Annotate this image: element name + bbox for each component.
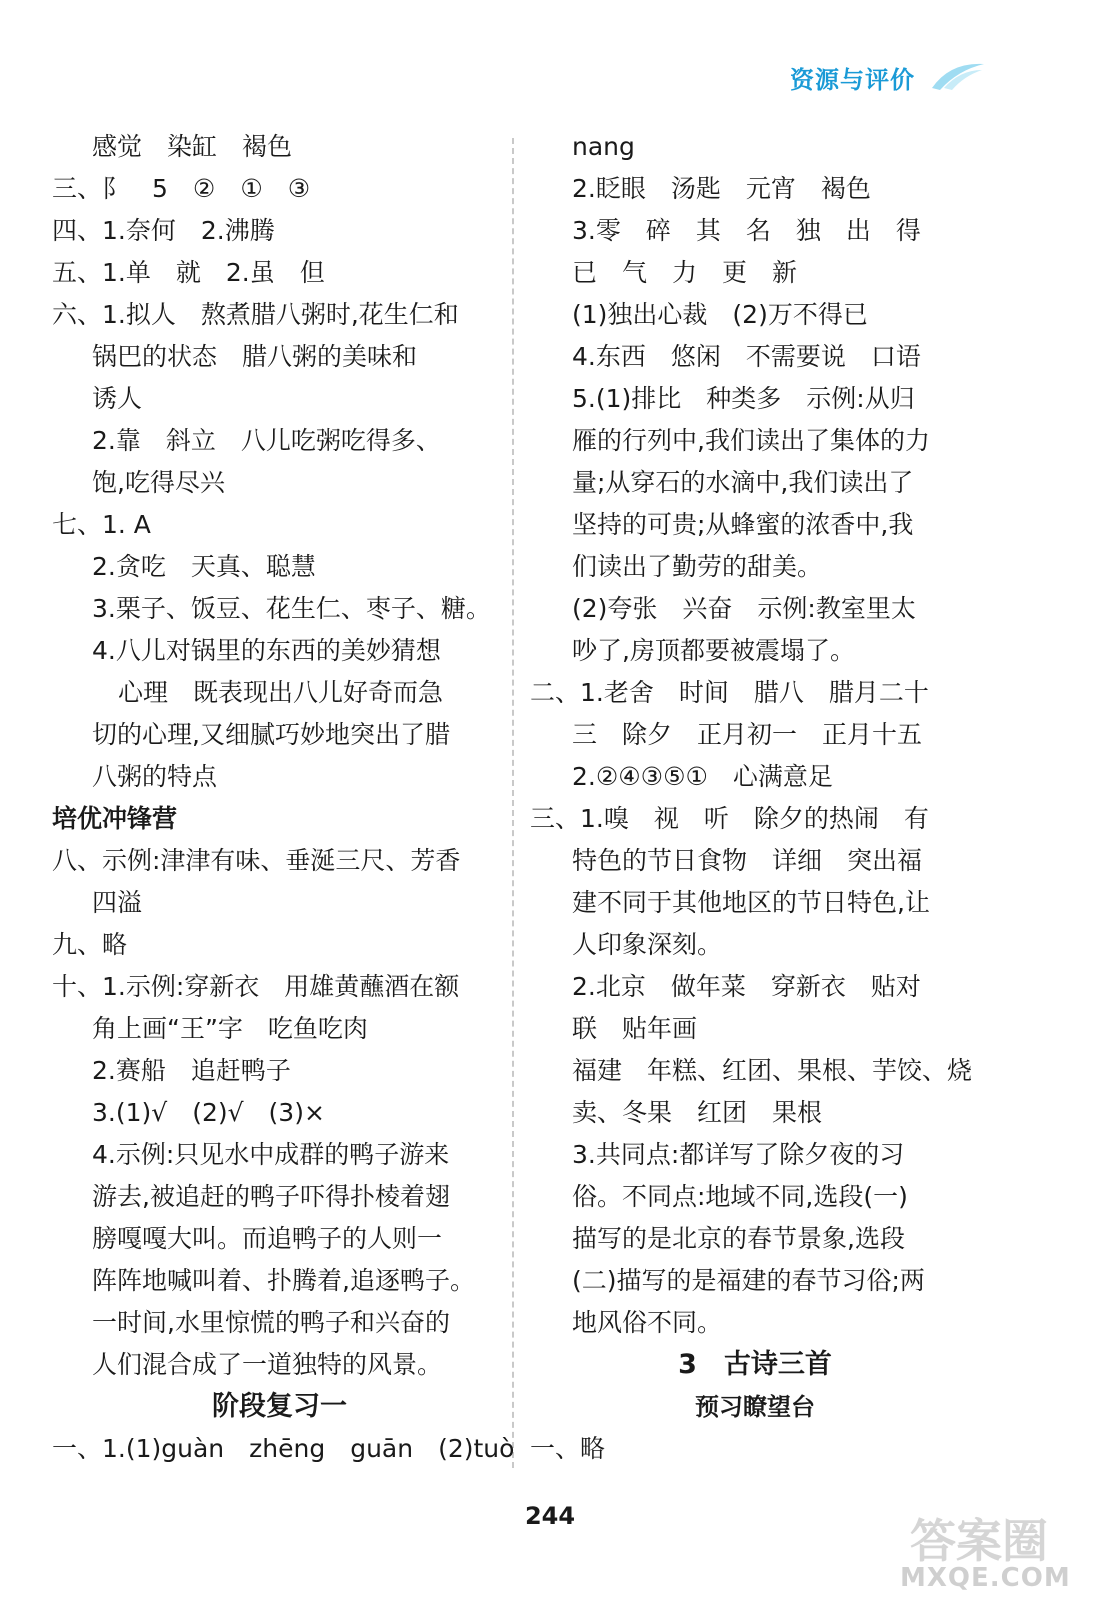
answer-line: 二、1.老舍 时间 腊八 腊月二十 — [530, 678, 929, 707]
answer-line: 2.眨眼 汤匙 元宵 褐色 — [572, 174, 871, 203]
answer-line: 七、1. A — [52, 510, 151, 539]
answer-line: 联 贴年画 — [572, 1014, 698, 1043]
answer-line: 阶段复习一 — [212, 1391, 347, 1422]
answer-line: 人们混合成了一道独特的风景。 — [92, 1350, 443, 1379]
watermark — [900, 1505, 1090, 1595]
answer-line: 雁的行列中,我们读出了集体的力 — [572, 426, 930, 455]
brand-header — [790, 58, 990, 98]
answer-line: 培优冲锋营 — [52, 804, 178, 833]
answer-line: 建不同于其他地区的节日特色,让 — [572, 888, 930, 917]
answer-line: 十、1.示例:穿新衣 用雄黄蘸酒在额 — [52, 972, 460, 1001]
answer-line: 锅巴的状态 腊八粥的美味和 — [92, 342, 418, 371]
answer-line: 四、1.奈何 2.沸腾 — [52, 216, 275, 245]
answer-line: 一、略 — [530, 1434, 606, 1463]
watermark-logo: 答案圈 — [910, 1514, 1048, 1568]
answer-line: 3.共同点:都详写了除夕夜的习 — [572, 1140, 905, 1169]
answer-line: 描写的是北京的春节景象,选段 — [572, 1224, 905, 1253]
answer-line: 切的心理,又细腻巧妙地突出了腊 — [92, 720, 450, 749]
answer-line: 饱,吃得尽兴 — [92, 468, 225, 497]
answer-line: 一时间,水里惊慌的鸭子和兴奋的 — [92, 1308, 450, 1337]
answer-line: 九、略 — [52, 930, 128, 959]
left-column — [52, 126, 515, 1470]
answer-line: 卖、冬果 红团 果根 — [572, 1098, 823, 1127]
answer-line: 2.贪吃 天真、聪慧 — [92, 552, 316, 581]
answer-line: 阵阵地喊叫着、扑腾着,追逐鸭子。 — [92, 1266, 475, 1295]
answer-line: 八、示例:津津有味、垂涎三尺、芳香 — [52, 846, 461, 875]
answer-line: 感觉 染缸 褐色 — [92, 132, 293, 161]
answer-line: 4.八儿对锅里的东西的美妙猜想 — [92, 636, 441, 665]
column-divider — [512, 138, 514, 1468]
page-number: 244 — [524, 1502, 576, 1530]
answer-line: 已 气 力 更 新 — [572, 258, 798, 287]
answer-line: 3.(1)√ (2)√ (3)× — [92, 1098, 325, 1127]
answer-line: 量;从穿石的水滴中,我们读出了 — [572, 468, 914, 497]
answer-line: 吵了,房顶都要被震塌了。 — [572, 636, 855, 665]
answer-line: (1)独出心裁 (2)万不得已 — [572, 300, 868, 329]
answer-line: 坚持的可贵;从蜂蜜的浓香中,我 — [572, 510, 914, 539]
answer-line: 预习瞭望台 — [695, 1393, 815, 1421]
answer-line: 角上画“王”字 吃鱼吃肉 — [92, 1014, 368, 1043]
answer-line: 3 古诗三首 — [678, 1349, 832, 1380]
answer-line: 心理 既表现出八儿好奇而急 — [118, 678, 444, 707]
answer-line: 八粥的特点 — [92, 762, 218, 791]
answer-line: 五、1.单 就 2.虽 但 — [52, 258, 325, 287]
answer-line: 们读出了勤劳的甜美。 — [572, 552, 823, 581]
answer-line: 人印象深刻。 — [572, 930, 723, 959]
answer-line: (2)夸张 兴奋 示例:教室里太 — [572, 594, 916, 623]
answer-line: 诱人 — [92, 384, 143, 413]
answer-line: 3.零 碎 其 名 独 出 得 — [572, 216, 921, 245]
answer-line: 5.(1)排比 种类多 示例:从归 — [572, 384, 915, 413]
answer-line: 福建 年糕、红团、果根、芋饺、烧 — [572, 1056, 973, 1085]
answer-line: 特色的节日食物 详细 突出福 — [572, 846, 923, 875]
answer-line: 膀嘎嘎大叫。而追鸭子的人则一 — [92, 1224, 443, 1253]
answer-line: 4.示例:只见水中成群的鸭子游来 — [92, 1140, 450, 1169]
answer-line: 2.赛船 追赶鸭子 — [92, 1056, 291, 1085]
answer-line: 游去,被追赶的鸭子吓得扑棱着翅 — [92, 1182, 450, 1211]
answer-line: 六、1.拟人 熬煮腊八粥时,花生仁和 — [52, 300, 459, 329]
answer-line: 4.东西 悠闲 不需要说 口语 — [572, 342, 921, 371]
answer-line: 2.北京 做年菜 穿新衣 贴对 — [572, 972, 921, 1001]
right-column — [530, 126, 980, 1470]
brand-title: 资源与评价 — [790, 66, 915, 94]
answer-line: 2.靠 斜立 八儿吃粥吃得多、 — [92, 426, 441, 455]
watermark-text: MXQE.COM — [900, 1563, 1071, 1593]
answer-line: 3.栗子、饭豆、花生仁、枣子、糖。 — [92, 594, 491, 623]
answer-line: 四溢 — [92, 888, 143, 917]
answer-line: 三、阝 5 ② ① ③ — [52, 174, 311, 203]
answer-line: 地风俗不同。 — [572, 1308, 723, 1337]
answer-line: 俗。不同点:地域不同,选段(一) — [572, 1182, 908, 1211]
answer-line: 三、1.嗅 视 听 除夕的热闹 有 — [530, 804, 929, 833]
swoosh-icon — [930, 58, 986, 92]
answer-line: (二)描写的是福建的春节习俗;两 — [572, 1266, 925, 1295]
answer-line: nang — [572, 132, 635, 161]
answer-line: 一、1.(1)guàn zhēng guān (2)tuò — [52, 1434, 515, 1463]
answer-line: 2.②④③⑤① 心满意足 — [572, 762, 833, 791]
answer-line: 三 除夕 正月初一 正月十五 — [572, 720, 923, 749]
